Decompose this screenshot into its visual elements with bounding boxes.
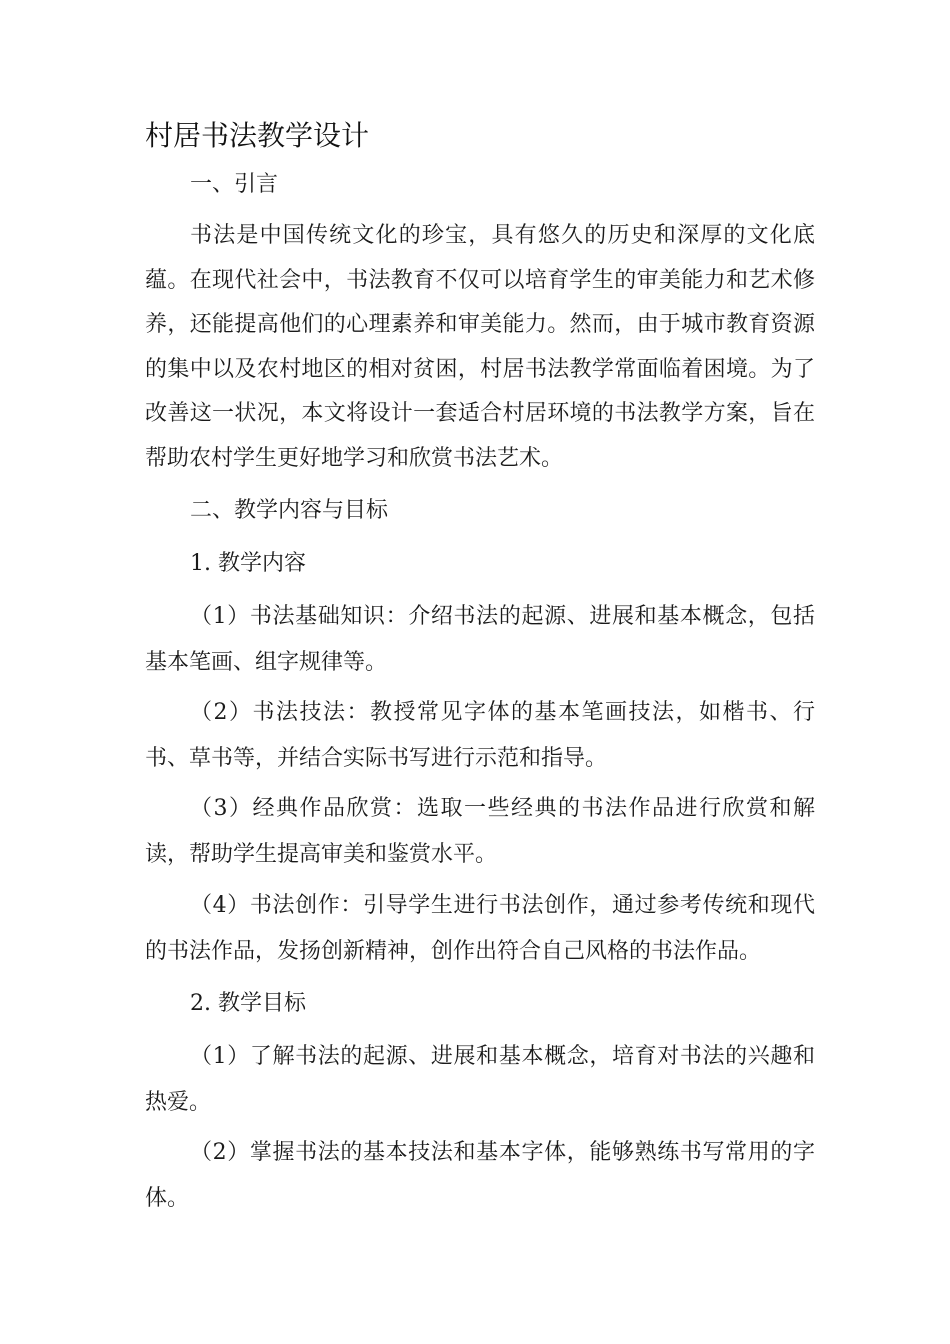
- subheading-teaching-goals: 2. 教学目标: [190, 991, 306, 1016]
- goal-item-1: （1）了解书法的起源、进展和基本概念，培育对书法的兴趣和热爱。: [145, 1044, 815, 1115]
- subheading-teaching-content: 1. 教学内容: [190, 551, 306, 576]
- section-heading-intro: 一、引言: [190, 172, 279, 197]
- goal-item-2: （2）掌握书法的基本技法和基本字体，能够熟练书写常用的字体。: [145, 1140, 815, 1211]
- content-item-4: （4）书法创作：引导学生进行书法创作，通过参考传统和现代的书法作品，发扬创新精神，创作出符合自己风格的书法作品。: [145, 893, 815, 964]
- content-item-2: （2）书法技法：教授常见字体的基本笔画技法，如楷书、行书、草书等，并结合实际书写进行示范和指导。: [145, 700, 815, 771]
- intro-paragraph: 书法是中国传统文化的珍宝，具有悠久的历史和深厚的文化底蕴。在现代社会中，书法教育不仅可以培育学生的审美能力和艺术修养，还能提高他们的心理素养和审美能力。然而，由于城市教育资源的集中以及农村地区的相对贫困，村居书法教学常面临着困境。为了改善这一状况，本文将设计一套适合村居环境的书法教学方案，旨在帮助农村学生更好地学习和欣赏书法艺术。: [145, 223, 815, 471]
- content-item-3: （3）经典作品欣赏：选取一些经典的书法作品进行欣赏和解读，帮助学生提高审美和鉴赏水平。: [145, 796, 815, 867]
- section-heading-content: 二、教学内容与目标: [190, 498, 389, 523]
- document-title: 村居书法教学设计: [145, 119, 370, 152]
- content-item-1: （1）书法基础知识：介绍书法的起源、进展和基本概念，包括基本笔画、组字规律等。: [145, 604, 815, 675]
